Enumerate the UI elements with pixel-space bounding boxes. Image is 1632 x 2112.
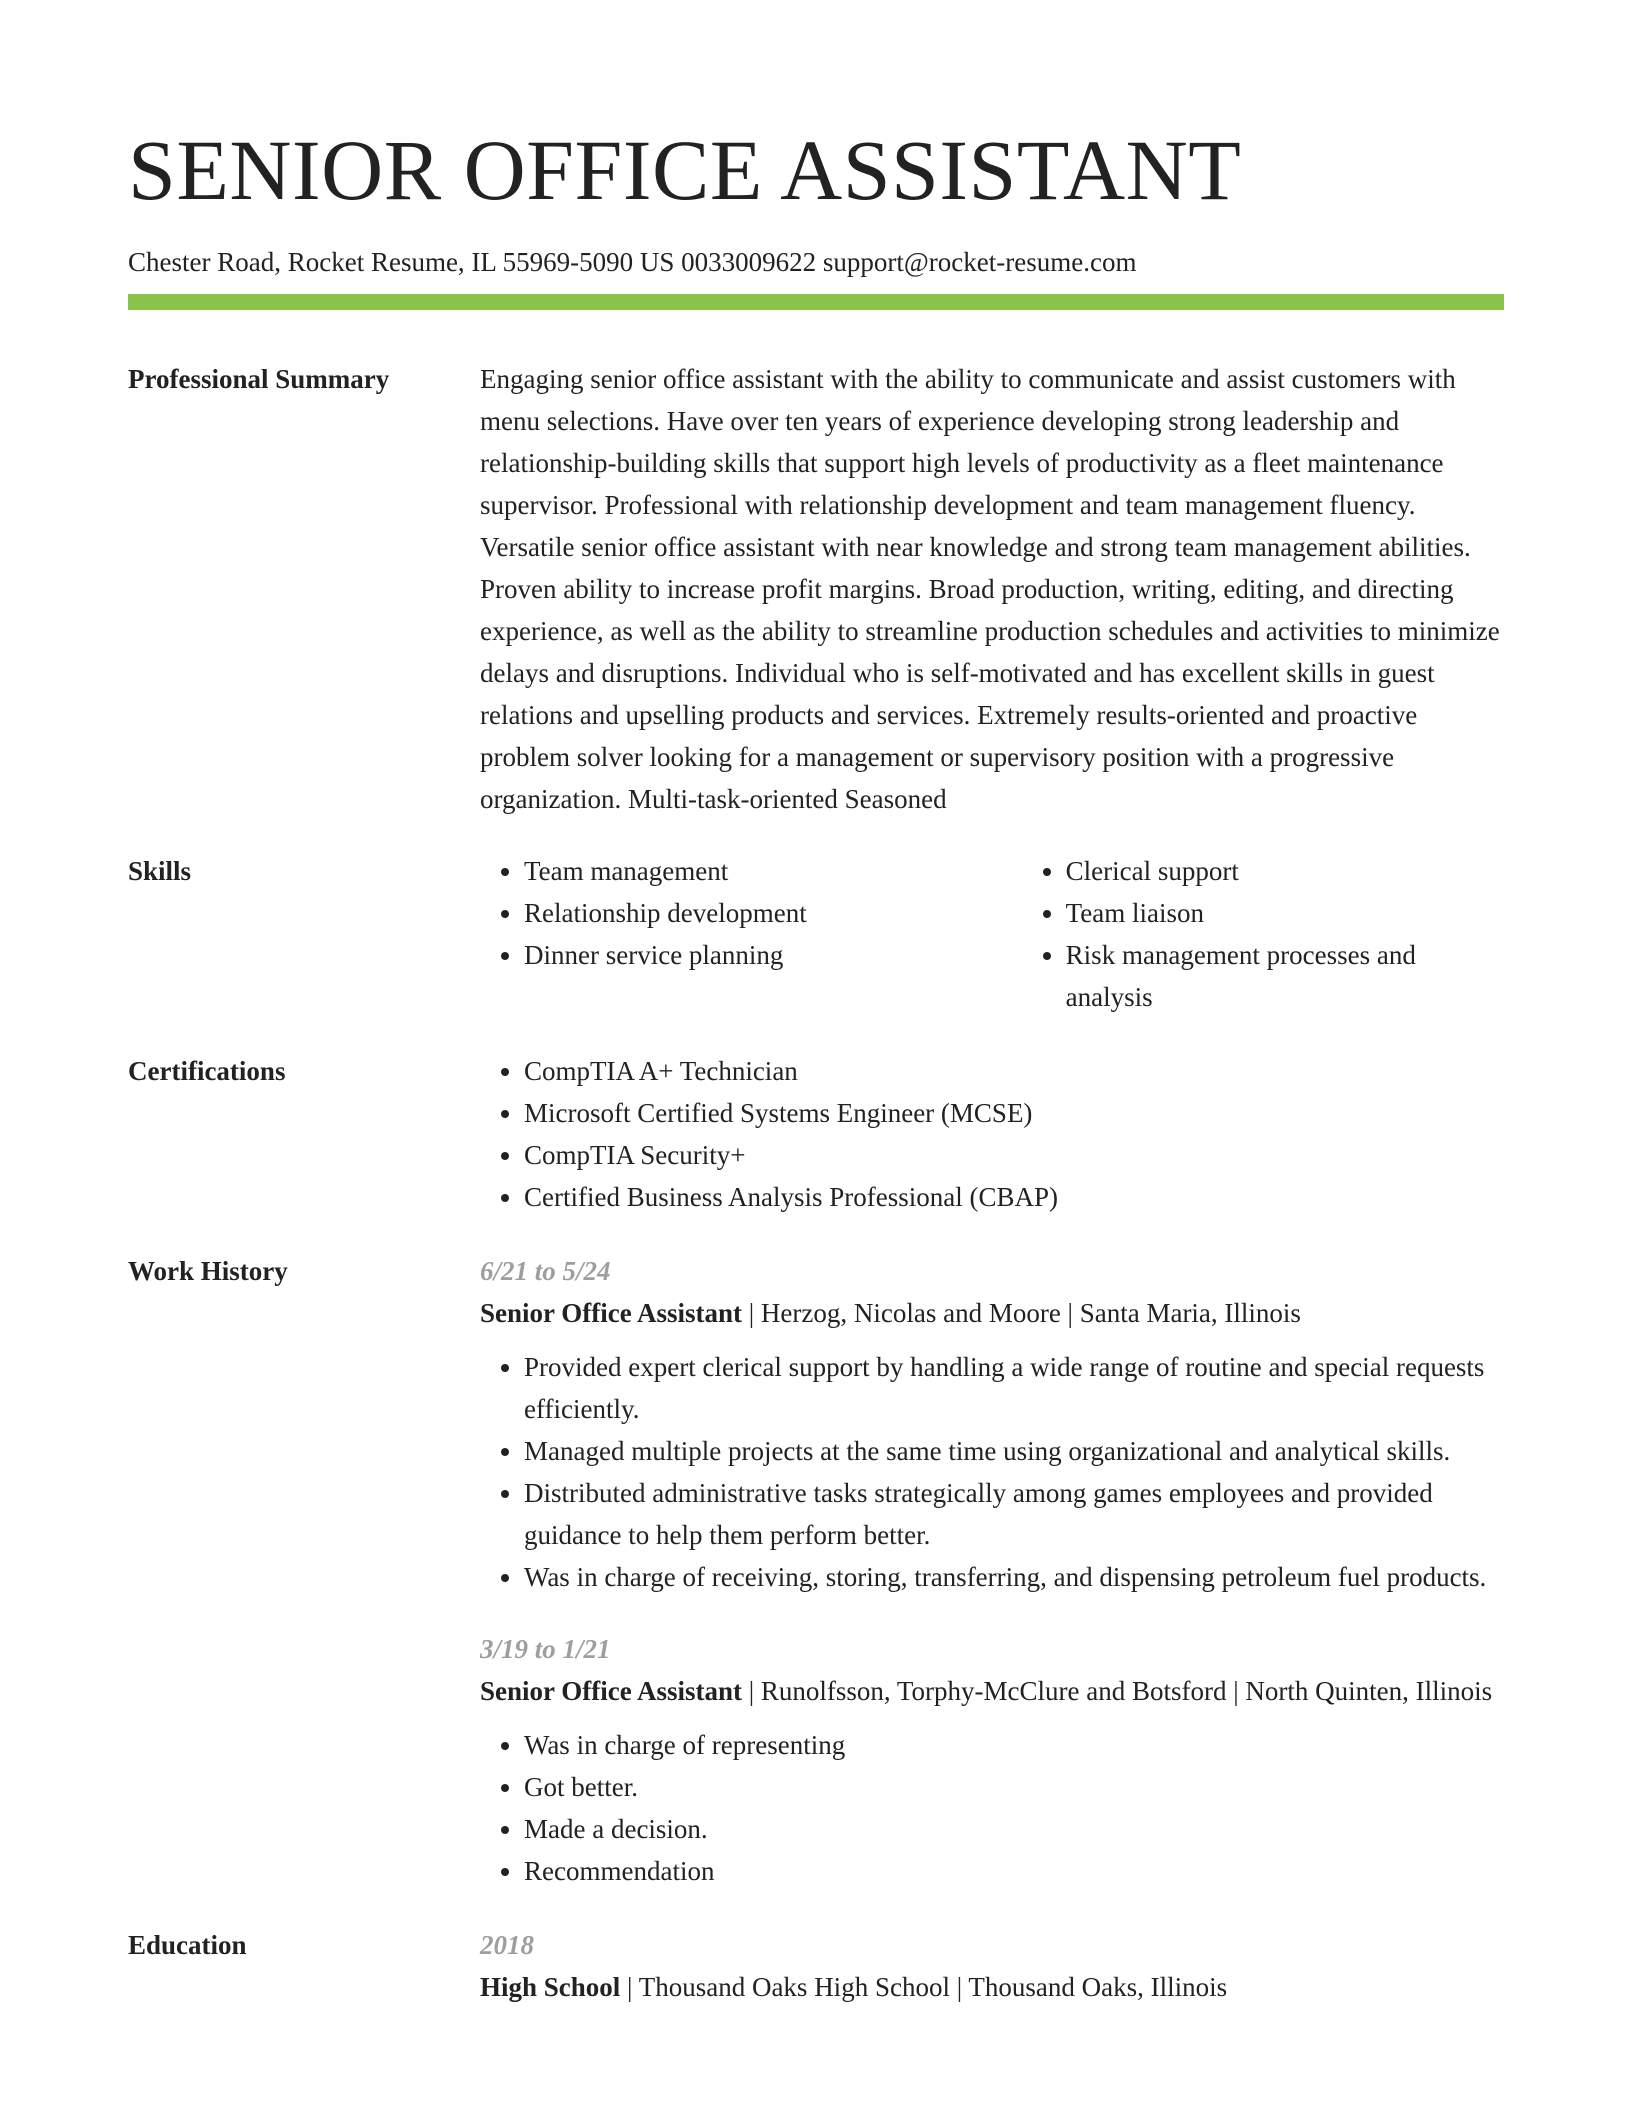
contact-info: Chester Road, Rocket Resume, IL 55969-5090 US 0033009622 support@rocket-resume.com — [128, 247, 1137, 277]
job-bullet: • Provided expert clerical support by handling a wide range of routine and special requests efficiently. — [524, 1346, 1504, 1430]
job-bullets — [480, 1724, 1504, 1892]
certification-item: • CompTIA A+ Technician — [524, 1050, 1504, 1092]
job-title-line — [480, 1292, 1504, 1334]
job-bullet: • Distributed administrative tasks strategically among games employees and provided guidance to help them perform better. — [524, 1472, 1504, 1556]
accent-divider — [128, 294, 1504, 310]
skill-item: • Dinner service planning — [524, 934, 1022, 976]
section-title: Skills — [128, 856, 192, 886]
job-bullet: • Made a decision. — [524, 1808, 1504, 1850]
section-body — [480, 1050, 1504, 1218]
section-body — [480, 1924, 1504, 2008]
job-date: 6/21 to 5/24 — [480, 1256, 611, 1286]
section-title: Professional Summary — [128, 364, 390, 394]
job-role: Senior Office Assistant — [480, 1298, 742, 1328]
job-bullet: • Recommendation — [524, 1850, 1504, 1892]
skill-item: • Team liaison — [1066, 892, 1504, 934]
job-title-line — [480, 1670, 1504, 1712]
section-body — [480, 358, 1504, 820]
job-bullet: • Managed multiple projects at the same time using organizational and analytical skills. — [524, 1430, 1504, 1472]
job-bullet: • Was in charge of representing — [524, 1724, 1504, 1766]
education-date: 2018 — [480, 1930, 534, 1960]
education-details: | Thousand Oaks High School | Thousand Oaks, Illinois — [620, 1972, 1228, 2002]
certifications-section — [128, 1050, 1504, 1218]
skill-item: • Risk management processes and analysis — [1066, 934, 1504, 1018]
job-role: Senior Office Assistant — [480, 1676, 742, 1706]
education-section — [128, 1924, 1504, 2008]
job-entry — [480, 1628, 1504, 1892]
job-date: 3/19 to 1/21 — [480, 1634, 611, 1664]
job-bullet: • Was in charge of receiving, storing, transferring, and dispensing petroleum fuel products. — [524, 1556, 1504, 1598]
education-line — [480, 1966, 1504, 2008]
certification-item: • Microsoft Certified Systems Engineer (MCSE) — [524, 1092, 1504, 1134]
skills-list-right — [1022, 850, 1504, 1018]
certification-item: • Certified Business Analysis Professional (CBAP) — [524, 1176, 1504, 1218]
skill-item: • Relationship development — [524, 892, 1022, 934]
work-history-section — [128, 1250, 1504, 1892]
section-title: Education — [128, 1930, 247, 1960]
job-details: | Runolfsson, Torphy-McClure and Botsford | North Quinten, Illinois — [742, 1676, 1493, 1706]
skills-section — [128, 850, 1504, 1018]
resume-name: SENIOR OFFICE ASSISTANT — [128, 122, 1242, 218]
resume-page — [128, 120, 1504, 2008]
job-entry — [480, 1250, 1504, 1598]
section-body — [480, 850, 1504, 1018]
section-body — [480, 1250, 1504, 1892]
certification-item: • CompTIA Security+ — [524, 1134, 1504, 1176]
skill-item: • Clerical support — [1066, 850, 1504, 892]
section-title: Certifications — [128, 1056, 286, 1086]
job-details: | Herzog, Nicolas and Moore | Santa Maria, Illinois — [742, 1298, 1301, 1328]
section-title: Work History — [128, 1256, 288, 1286]
summary-section — [128, 358, 1504, 820]
job-bullet: • Got better. — [524, 1766, 1504, 1808]
job-bullets — [480, 1346, 1504, 1598]
certifications-list — [480, 1050, 1504, 1218]
skill-item: • Team management — [524, 850, 1022, 892]
education-degree: High School — [480, 1972, 621, 2002]
summary-text: Engaging senior office assistant with the ability to communicate and assist customers with menu selections. Have over ten years of experience developing strong leadership and relationship-building skills that support high levels of productivity as a fleet maintenance supervisor. Professional with relationship development and team management fluency. Versatile senior office assistant with near knowledge and strong team management abilities. Proven ability to increase profit margins. Broad production, writing, editing, and directing experience, as well as the ability to streamline production schedules and activities to minimize delays and disruptions. Individual who is self-motivated and has excellent skills in guest relations and upselling products and services. Extremely results-oriented and proactive problem solver looking for a management or supervisory position with a progressive organization. Multi-task-oriented Seasoned — [480, 364, 1500, 814]
skills-grid — [480, 850, 1504, 1018]
skills-list-left — [480, 850, 1022, 1018]
